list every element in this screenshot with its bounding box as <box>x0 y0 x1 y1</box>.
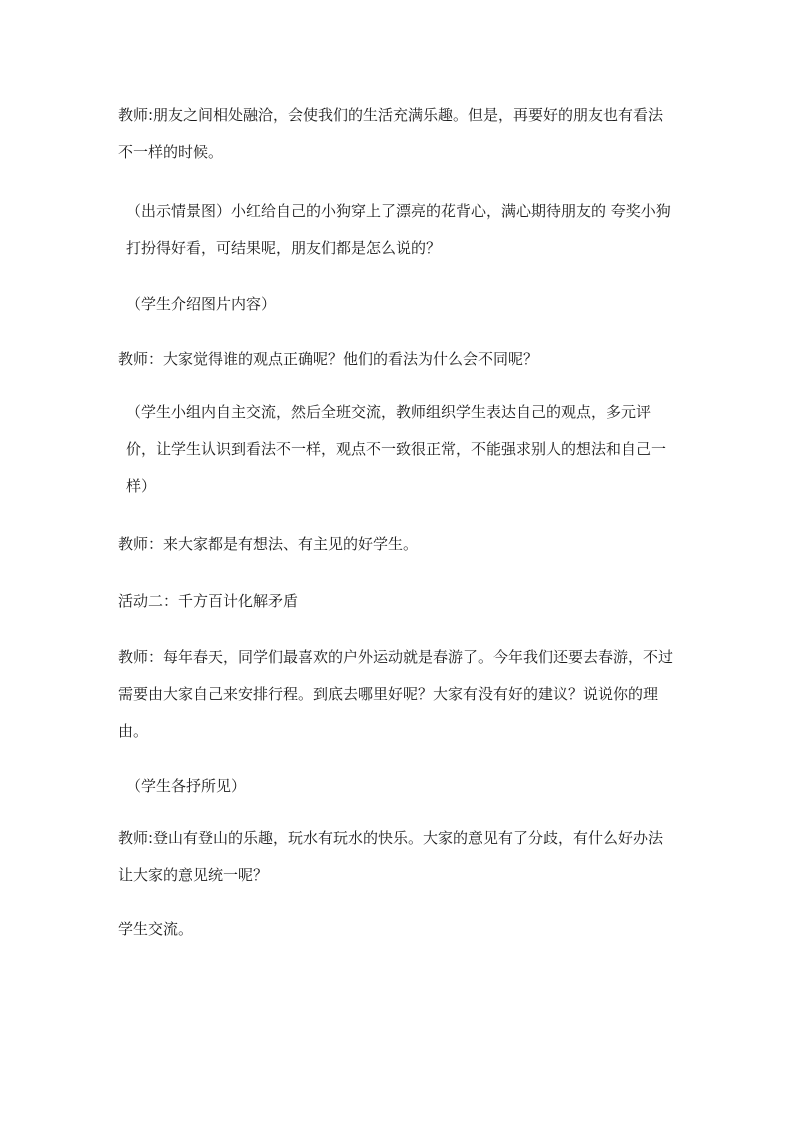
paragraph-teacher-intro: 教师:朋友之间相处融洽，会使我们的生活充满乐趣。但是，再要好的朋友也有看法不一样的时候。 <box>118 106 664 161</box>
paragraph-student-describe: （学生介绍图片内容） <box>126 295 277 313</box>
paragraph-spring-outing: 教师：每年春天，同学们最喜欢的户外运动就是春游了。今年我们还要去春游，不过需要由大家自己来安排行程。到底去哪里好呢？大家有没有好的建议？说说你的理由。 <box>118 648 674 740</box>
paragraph-teacher-question: 教师：大家觉得谁的观点正确呢？他们的看法为什么会不同呢？ <box>118 350 539 368</box>
paragraph-teacher-disagreement: 教师:登山有登山的乐趣，玩水有玩水的快乐。大家的意见有了分歧，有什么好办法让大家的意见统一呢？ <box>118 829 664 884</box>
paragraph-group-discussion: （学生小组内自主交流，然后全班交流，教师组织学生表达自己的观点，多元评价，让学生认识到看法不一样，观点不一致很正常，不能强求别人的想法和自己一样） <box>126 403 667 495</box>
paragraph-scene-picture: （出示情景图）小红给自己的小狗穿上了漂亮的花背心，满心期待朋友的 夸奖小狗打扮得好看，可结果呢，朋友们都是怎么说的？ <box>126 202 671 257</box>
paragraph-teacher-praise: 教师：来大家都是有想法、有主见的好学生。 <box>118 535 419 553</box>
paragraph-student-opinions: （学生各抒所见） <box>126 777 247 795</box>
activity-two-heading: 活动二：千方百计化解矛盾 <box>118 592 299 610</box>
paragraph-student-exchange: 学生交流。 <box>118 920 194 938</box>
